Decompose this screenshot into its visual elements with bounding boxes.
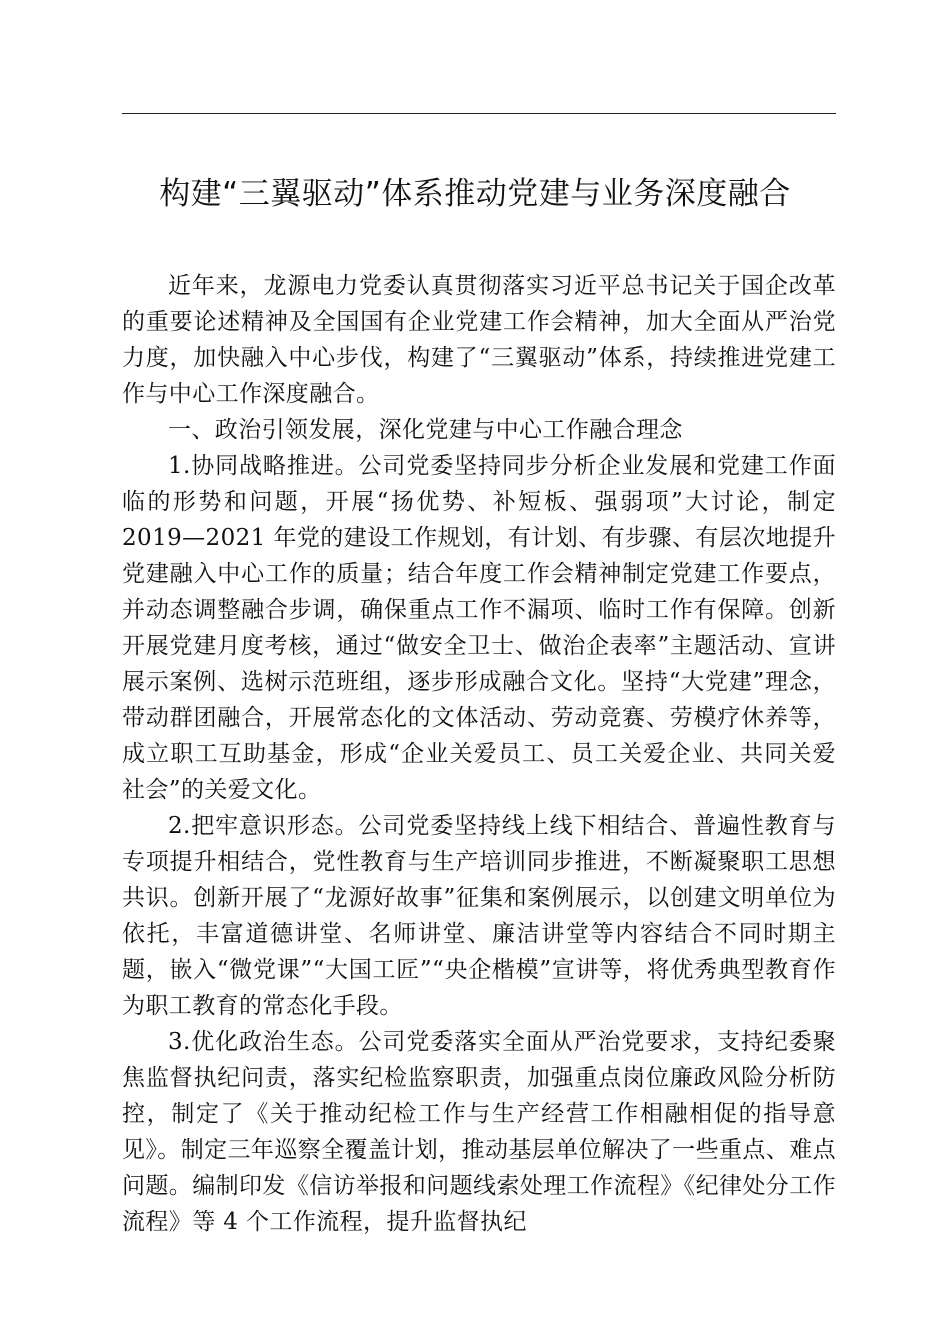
header-rule [122,113,836,114]
section-heading-1: 一、政治引领发展，深化党建与中心工作融合理念 [168,417,683,443]
intro-paragraph: 近年来，龙源电力党委认真贯彻落实习近平总书记关于国企改革的重要论述精神及全国国有企业党建工作会精神，加大全面从严治党力度，加快融入中心步伐，构建了“三翼驱动”体系，持续推进党建工作与中心工作深度融合。 [122,273,836,407]
document-title: 构建“三翼驱动”体系推动党建与业务深度融合 [159,176,791,212]
paragraph-ideology: 2.把牢意识形态。公司党委坚持线上线下相结合、普遍性教育与专项提升相结合，党性教育与生产培训同步推进，不断凝聚职工思想共识。创新开展了“龙源好故事”征集和案例展示，以创建文明单位为依托，丰富道德讲堂、名师讲堂、廉洁讲堂等内容结合不同时期主题，嵌入“微党课”“大国工匠”“央企楷模”宣讲等，将优秀典型教育作为职工教育的常态化手段。 [122,813,836,1019]
document-body [122,268,836,1240]
paragraph-strategy: 1.协同战略推进。公司党委坚持同步分析企业发展和党建工作面临的形势和问题，开展“扬优势、补短板、强弱项”大讨论，制定 2019—2021 年党的建设工作规划，有计划、有步骤、有层次地提升党建融入中心工作的质量；结合年度工作会精神制定党建工作要点，并动态调整融合步调，确保重点工作不漏项、临时工作有保障。创新开展党建月度考核，通过“做安全卫士、做治企表率”主题活动、宣讲展示案例、选树示范班组，逐步形成融合文化。坚持“大党建”理念，带动群团融合，开展常态化的文体活动、劳动竞赛、劳模疗休养等，成立职工互助基金，形成“企业关爱员工、员工关爱企业、共同关爱社会”的关爱文化。 [122,453,836,803]
paragraph-political-ecology: 3.优化政治生态。公司党委落实全面从严治党要求，支持纪委聚焦监督执纪问责，落实纪检监察职责，加强重点岗位廉政风险分析防控，制定了《关于推动纪检工作与生产经营工作相融相促的指导意见》。制定三年巡察全覆盖计划，推动基层单位解决了一些重点、难点问题。编制印发《信访举报和问题线索处理工作流程》《纪律处分工作流程》等 4 个工作流程，提升监督执纪 [122,1029,836,1235]
